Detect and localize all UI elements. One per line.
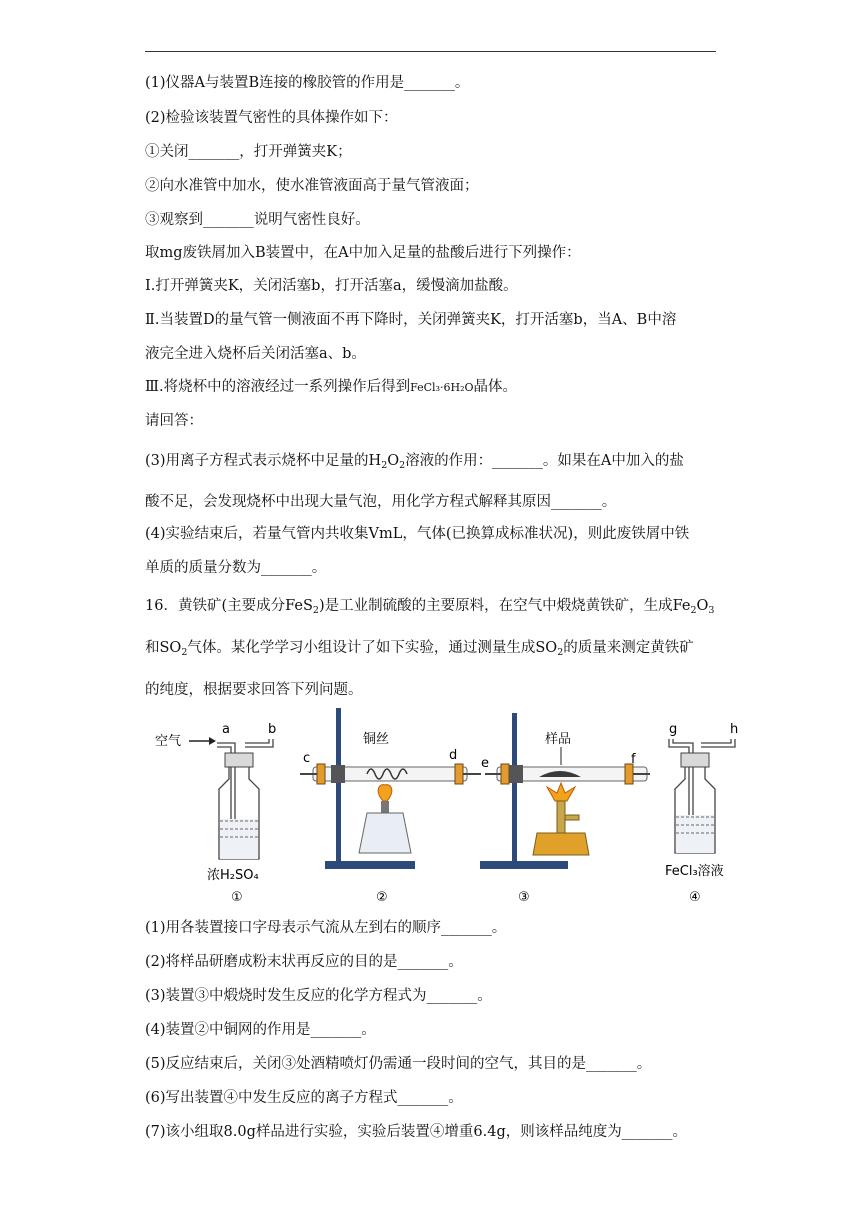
q15-ask: 请回答： (145, 413, 203, 429)
blowtorch-flame (547, 783, 575, 801)
q16-intro2-c: 的质量来测定黄铁矿 (563, 640, 694, 656)
apparatus-2-copper-tube (300, 708, 481, 905)
q16-intro-line1: 16．黄铁矿(主要成分FeS$_2$)是工业制硫酸的主要原料，在空气中煅烧黄铁矿，生成$Fe_2O_3$ (145, 598, 715, 616)
q16-intro1-a: 16．黄铁矿(主要成分 (145, 598, 286, 614)
q16-intro2-b: 气体。某化学学习小组设计了如下实验，通过测量生成 (187, 640, 536, 656)
fecl3-label: FeCl₃溶液 (665, 864, 724, 879)
apparatus-1-wash-bottle (155, 722, 276, 905)
port-a-label: a (222, 722, 230, 737)
stopper-f (625, 764, 633, 784)
label-1: ① (231, 890, 243, 905)
clamp-3 (509, 765, 523, 783)
label-3: ③ (518, 890, 530, 905)
port-h-label: h (730, 722, 739, 737)
blowtorch-body (533, 833, 589, 855)
q15-step-iii (145, 377, 517, 398)
q15-part4-line2: 单质的质量分数为_______。 (145, 560, 327, 576)
blowtorch-tube (557, 801, 565, 833)
q15-step-iii-formula: FeCl₃·6H₂O (410, 381, 474, 394)
q15-part2-step2: ②向水准管中加水，使水准管液面高于量气管液面； (145, 178, 479, 194)
stand-rod-2 (336, 708, 341, 863)
q15-part3-line1: (3)用离子方程式表示烧杯中足量的$H_2O_2$溶液的作用：_______。如果在A中加入的盐 (145, 453, 684, 471)
q16-part2: (2)将样品研磨成粉末状再反应的目的是_______。 (145, 954, 463, 970)
acid-liquid (220, 819, 258, 859)
apparatus-4-absorption-bottle (665, 722, 738, 905)
q15-step-i: Ⅰ.打开弹簧夹K，关闭活塞b，打开活塞a，缓慢滴加盐酸。 (145, 278, 518, 294)
port-d-label: d (449, 748, 458, 763)
q15-intro: 取mg废铁屑加入B装置中，在A中加入足量的盐酸后进行下列操作： (145, 245, 581, 261)
stand-base-3 (480, 861, 568, 869)
q16-intro-line3: 的纯度，根据要求回答下列问题。 (145, 682, 363, 698)
port-b-label: b (268, 722, 277, 737)
label-2: ② (376, 890, 388, 905)
q15-part1: (1)仪器A与装置B连接的橡胶管的作用是_______。 (145, 75, 470, 91)
clamp-2 (331, 765, 345, 783)
q16-part7: (7)该小组取8.0g样品进行实验，实验后装置④增重6.4g，则该样品纯度为_______。 (145, 1124, 687, 1140)
header-rule (145, 51, 716, 52)
bottle-stopper-4 (681, 753, 709, 767)
q15-part3-pre: (3)用离子方程式表示烧杯中足量的 (145, 453, 369, 469)
q15-step-iii-post: 晶体。 (473, 379, 517, 395)
q16-part6: (6)写出装置④中发生反应的离子方程式_______。 (145, 1090, 463, 1106)
alcohol-lamp (359, 813, 411, 853)
port-g-label: g (669, 722, 678, 737)
label-4: ④ (689, 890, 701, 905)
port-c-label: c (303, 751, 311, 766)
port-e-label: e (481, 756, 489, 771)
fecl3-liquid (676, 815, 714, 853)
q15-step-ii-line1: Ⅱ.当装置D的量气管一侧液面不再下降时，关闭弹簧夹K，打开活塞b，当A、B中溶 (145, 312, 677, 328)
acid-label: 浓H₂SO₄ (207, 868, 259, 883)
q16-part5: (5)反应结束后，关闭③处酒精喷灯仍需通一段时间的空气，其目的是_______。 (145, 1056, 652, 1072)
q16-part3: (3)装置③中煅烧时发生反应的化学方程式为_______。 (145, 988, 492, 1004)
stopper-e (501, 764, 509, 784)
air-label: 空气 (155, 734, 182, 749)
apparatus-figure (145, 703, 755, 908)
air-arrow-head (209, 737, 216, 745)
q16-intro1-b: )是工业制硫酸的主要原料，在空气中煅烧黄铁矿，生成 (318, 598, 673, 614)
stopper-c (317, 764, 325, 784)
q15-part3-line2: 酸不足，会发现烧杯中出现大量气泡，用化学方程式解释其原因_______。 (145, 494, 617, 510)
q16-part1: (1)用各装置接口字母表示气流从左到右的顺序_______。 (145, 920, 507, 936)
q15-part2-step1: ①关闭_______，打开弹簧夹K； (145, 144, 352, 160)
lamp-flame (378, 785, 392, 801)
q16-intro2-a: 和 (145, 640, 160, 656)
q15-step-ii-line2: 液完全进入烧杯后关闭活塞a、b。 (145, 346, 366, 362)
copper-label: 铜丝 (363, 732, 390, 747)
q15-step-iii-pre: Ⅲ.将烧杯中的溶液经过一系列操作后得到 (145, 379, 411, 395)
stand-rod-3 (512, 713, 517, 863)
lamp-wick (381, 801, 389, 813)
apparatus-3-sample-tube (480, 713, 650, 905)
q15-part4-line1: (4)实验结束后，若量气管内共收集VmL，气体(已换算成标准状况)，则此废铁屑中铁 (145, 526, 690, 542)
q15-part3-post: 溶液的作用：_______。如果在A中加入的盐 (405, 453, 684, 469)
stopper-d (455, 764, 463, 784)
q15-part2-step3: ③观察到_______说明气密性良好。 (145, 212, 370, 228)
q16-part4: (4)装置②中铜网的作用是_______。 (145, 1022, 376, 1038)
q16-intro-line2: 和$SO_2$气体。某化学学习小组设计了如下实验，通过测量生成$SO_2$的质量来测定黄铁矿 (145, 640, 694, 658)
q15-part2: (2)检验该装置气密性的具体操作如下： (145, 110, 398, 126)
sample-label: 样品 (545, 732, 572, 747)
bottle-stopper (225, 753, 253, 767)
port-f-label: f (631, 752, 636, 767)
